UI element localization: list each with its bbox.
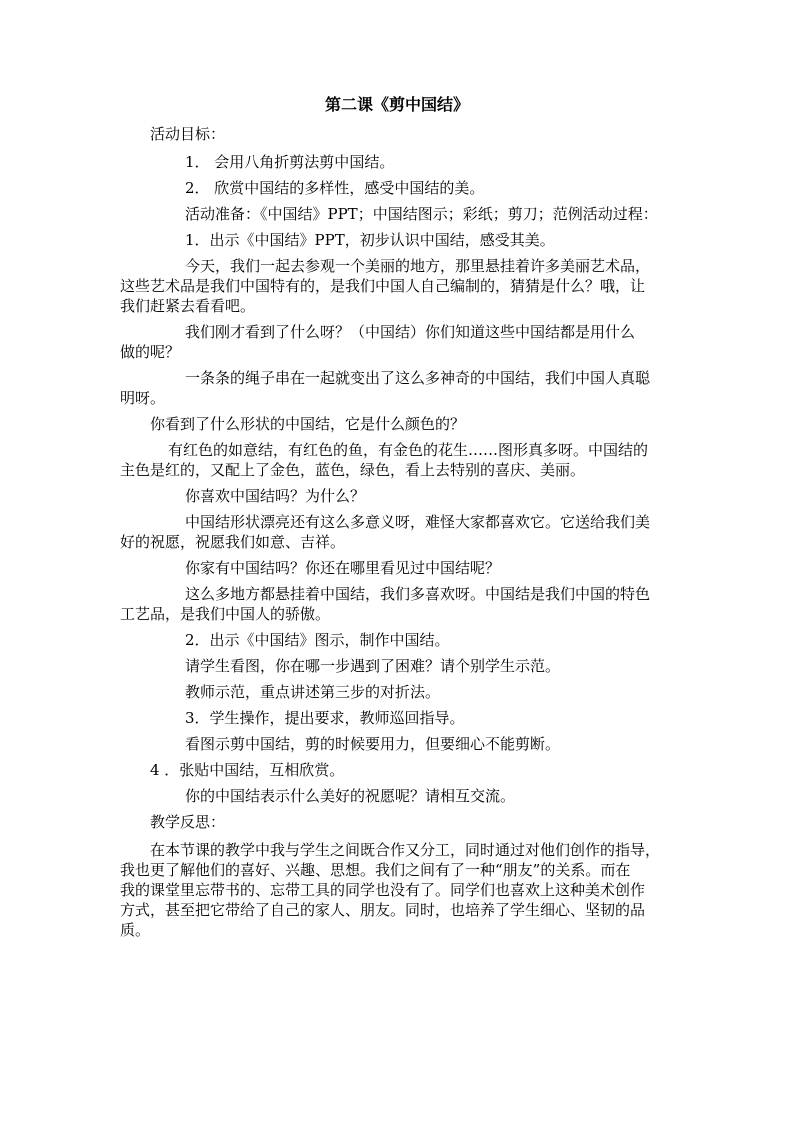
paragraph-line: 有红色的如意结，有红色的鱼，有金色的花生……图形真多呀。中国结的 [168, 441, 649, 459]
preparation-line: 活动准备：《中国结》PPT；中国结图示；彩纸；剪刀；范例活动过程： [185, 205, 658, 223]
paragraph-line: 工艺品，是我们中国人的骄傲。 [120, 605, 331, 623]
paragraph-line: 中国结形状漂亮还有这么多意义呀，难怪大家都喜欢它。它送给我们美 [185, 513, 651, 531]
paragraph-line: 好的祝愿，祝愿我们如意、吉祥。 [120, 533, 346, 551]
reflection-line: 方式，甚至把它带给了自己的家人、朋友。同时，也培养了学生细心、坚韧的品 [120, 901, 646, 919]
paragraph-line: 你的中国结表示什么美好的祝愿呢？请相互交流。 [185, 787, 516, 805]
paragraph-line: 看图示剪中国结，剪的时候要用力，但要细心不能剪断。 [185, 735, 561, 753]
step-3-heading: 3．学生操作，提出要求，教师巡回指导。 [185, 709, 465, 727]
paragraph-line: 这些艺术品是我们中国特有的，是我们中国人自己编制的，猜猜是什么？哦，让 [120, 277, 646, 295]
step-1-heading: 1．出示《中国结》PPT，初步认识中国结，感受其美。 [185, 231, 555, 249]
paragraph-line: 教师示范，重点讲述第三步的对折法。 [185, 683, 441, 701]
paragraph-line: 今天，我们一起去参观一个美丽的地方，那里悬挂着许多美丽艺术品， [185, 257, 651, 275]
paragraph-line: 明呀。 [120, 389, 166, 407]
paragraph-line: 你看到了什么形状的中国结，它是什么颜色的？ [150, 415, 466, 433]
reflection-line: 我的课堂里忘带书的、忘带工具的同学也没有了。同学们也喜欢上这种美术创作 [120, 881, 646, 899]
page-title: 第二课《剪中国结》 [324, 95, 469, 114]
paragraph-line: 你家有中国结吗？你还在哪里看见过中国结呢？ [185, 559, 501, 577]
paragraph-line: 这么多地方都悬挂着中国结，我们多喜欢呀。中国结是我们中国的特色 [185, 585, 651, 603]
goal-item-1: 1． 会用八角折剪法剪中国结。 [185, 153, 395, 171]
step-4-heading: 4 ．张贴中国结，互相欣赏。 [150, 761, 345, 779]
paragraph-line: 我们赶紧去看看吧。 [120, 297, 256, 315]
reflection-line: 我也更了解他们的喜好、兴趣、思想。我们之间有了一种“朋友”的关系。而在 [120, 861, 631, 879]
goal-item-2: 2． 欣赏中国结的多样性，感受中国结的美。 [185, 179, 485, 197]
paragraph-line: 你喜欢中国结吗？为什么？ [185, 487, 366, 505]
section-heading-reflection: 教学反思： [150, 813, 226, 831]
section-heading-goals: 活动目标： [150, 125, 226, 143]
step-2-heading: 2．出示《中国结》图示，制作中国结。 [185, 631, 450, 649]
paragraph-line: 请学生看图，你在哪一步遇到了困难？请个别学生示范。 [185, 657, 561, 675]
paragraph-line: 做的呢？ [120, 343, 181, 361]
paragraph-line: 一条条的绳子串在一起就变出了这么多神奇的中国结，我们中国人真聪 [185, 369, 651, 387]
reflection-line: 在本节课的教学中我与学生之间既合作又分工，同时通过对他们创作的指导， [150, 841, 661, 859]
paragraph-line: 我们刚才看到了什么呀？（中国结）你们知道这些中国结都是用什么 [185, 323, 636, 341]
reflection-line: 质。 [120, 921, 151, 939]
paragraph-line: 主色是红的，又配上了金色，蓝色，绿色，看上去特别的喜庆、美丽。 [120, 461, 586, 479]
